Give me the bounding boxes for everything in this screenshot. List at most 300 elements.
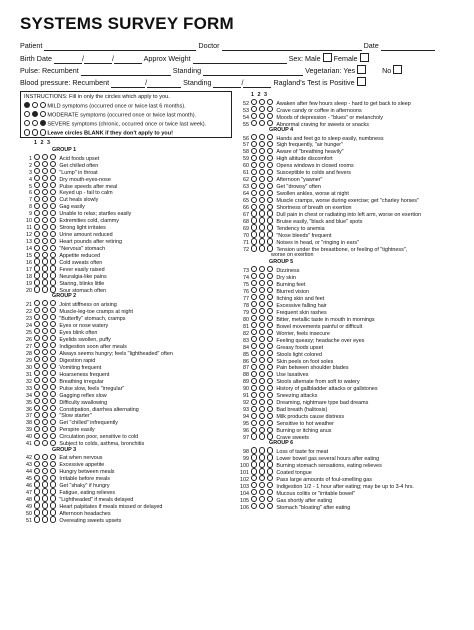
rating-circle[interactable] (50, 377, 56, 383)
rating-circle[interactable] (42, 258, 48, 264)
rating-circle[interactable] (42, 252, 48, 258)
bp-standing-dia-field[interactable] (243, 79, 271, 88)
rating-circle[interactable] (259, 294, 265, 300)
rating-circle[interactable] (251, 113, 257, 119)
rating-circle[interactable] (259, 176, 265, 182)
rating-circle[interactable] (42, 370, 48, 376)
rating-circle[interactable] (267, 266, 273, 272)
rating-circle[interactable] (267, 406, 273, 412)
rating-circle[interactable] (251, 392, 257, 398)
rating-circle[interactable] (50, 516, 56, 522)
rating-circle[interactable] (259, 364, 265, 370)
rating-circle[interactable] (251, 322, 257, 328)
rating-circle[interactable] (267, 343, 273, 349)
birth-day-field[interactable] (81, 54, 112, 64)
rating-circle[interactable] (34, 495, 40, 501)
rating-circle[interactable] (50, 161, 56, 167)
rating-circle[interactable] (267, 162, 273, 168)
rating-circle[interactable] (251, 120, 257, 126)
rating-circle[interactable] (50, 454, 56, 460)
rating-circle[interactable] (42, 398, 48, 404)
rating-circle[interactable] (34, 307, 40, 313)
rating-circle[interactable] (259, 134, 265, 140)
rating-circle[interactable] (259, 162, 265, 168)
rating-circle[interactable] (259, 454, 265, 460)
rating-circle[interactable] (34, 342, 40, 348)
rating-circle[interactable] (34, 196, 40, 202)
rating-circle[interactable] (267, 392, 273, 398)
rating-circle[interactable] (50, 231, 56, 237)
rating-circle[interactable] (50, 468, 56, 474)
rating-circle[interactable] (34, 468, 40, 474)
rating-circle[interactable] (34, 356, 40, 362)
rating-circle[interactable] (42, 314, 48, 320)
rating-circle[interactable] (34, 265, 40, 271)
rating-circle[interactable] (50, 509, 56, 515)
rating-circle[interactable] (34, 224, 40, 230)
rating-circle[interactable] (251, 106, 257, 112)
rating-circle[interactable] (34, 154, 40, 160)
female-checkbox[interactable] (360, 53, 369, 62)
rating-circle[interactable] (42, 210, 48, 216)
rating-circle[interactable] (251, 183, 257, 189)
rating-circle[interactable] (251, 231, 257, 237)
rating-circle[interactable] (34, 481, 40, 487)
rating-circle[interactable] (50, 475, 56, 481)
rating-circle[interactable] (34, 203, 40, 209)
rating-circle[interactable] (50, 272, 56, 278)
rating-circle[interactable] (42, 440, 48, 446)
rating-circle[interactable] (251, 315, 257, 321)
rating-circle[interactable] (259, 301, 265, 307)
rating-circle[interactable] (42, 384, 48, 390)
rating-circle[interactable] (50, 426, 56, 432)
rating-circle[interactable] (267, 489, 273, 495)
rating-circle[interactable] (50, 252, 56, 258)
rating-circle[interactable] (34, 231, 40, 237)
rating-circle[interactable] (34, 258, 40, 264)
rating-circle[interactable] (259, 273, 265, 279)
rating-circle[interactable] (42, 509, 48, 515)
rating-circle[interactable] (42, 182, 48, 188)
rating-circle[interactable] (259, 468, 265, 474)
rating-circle[interactable] (50, 258, 56, 264)
rating-circle[interactable] (42, 224, 48, 230)
rating-circle[interactable] (267, 482, 273, 488)
rating-circle[interactable] (267, 113, 273, 119)
rating-circle[interactable] (259, 343, 265, 349)
rating-circle[interactable] (50, 342, 56, 348)
rating-circle[interactable] (251, 364, 257, 370)
rating-circle[interactable] (50, 391, 56, 397)
rating-circle[interactable] (50, 154, 56, 160)
rating-circle[interactable] (42, 286, 48, 292)
rating-circle[interactable] (42, 412, 48, 418)
rating-circle[interactable] (251, 503, 257, 509)
rating-circle[interactable] (251, 155, 257, 161)
rating-circle[interactable] (259, 496, 265, 502)
rating-circle[interactable] (259, 433, 265, 439)
rating-circle[interactable] (42, 175, 48, 181)
rating-circle[interactable] (259, 183, 265, 189)
rating-circle[interactable] (267, 420, 273, 426)
rating-circle[interactable] (259, 392, 265, 398)
rating-circle[interactable] (42, 454, 48, 460)
rating-circle[interactable] (42, 272, 48, 278)
rating-circle[interactable] (42, 481, 48, 487)
rating-circle[interactable] (267, 385, 273, 391)
rating-circle[interactable] (251, 447, 257, 453)
rating-circle[interactable] (50, 238, 56, 244)
rating-circle[interactable] (50, 321, 56, 327)
rating-circle[interactable] (259, 406, 265, 412)
rating-circle[interactable] (34, 245, 40, 251)
rating-circle[interactable] (251, 385, 257, 391)
rating-circle[interactable] (42, 475, 48, 481)
rating-circle[interactable] (42, 419, 48, 425)
rating-circle[interactable] (267, 273, 273, 279)
rating-circle[interactable] (259, 99, 265, 105)
rating-circle[interactable] (34, 516, 40, 522)
rating-circle[interactable] (251, 169, 257, 175)
rating-circle[interactable] (50, 349, 56, 355)
rating-circle[interactable] (251, 468, 257, 474)
ragland-checkbox[interactable] (357, 77, 366, 86)
patient-field[interactable] (44, 42, 196, 51)
rating-circle[interactable] (267, 183, 273, 189)
rating-circle[interactable] (34, 440, 40, 446)
rating-circle[interactable] (267, 475, 273, 481)
rating-circle[interactable] (259, 197, 265, 203)
rating-circle[interactable] (251, 489, 257, 495)
rating-circle[interactable] (267, 329, 273, 335)
rating-circle[interactable] (42, 196, 48, 202)
rating-circle[interactable] (50, 440, 56, 446)
bp-recumbent-sys-field[interactable] (111, 78, 148, 88)
rating-circle[interactable] (34, 252, 40, 258)
rating-circle[interactable] (42, 231, 48, 237)
rating-circle[interactable] (251, 308, 257, 314)
rating-circle[interactable] (267, 120, 273, 126)
rating-circle[interactable] (42, 502, 48, 508)
rating-circle[interactable] (251, 176, 257, 182)
rating-circle[interactable] (251, 99, 257, 105)
rating-circle[interactable] (42, 342, 48, 348)
rating-circle[interactable] (259, 427, 265, 433)
rating-circle[interactable] (259, 315, 265, 321)
rating-circle[interactable] (42, 495, 48, 501)
rating-circle[interactable] (259, 322, 265, 328)
rating-circle[interactable] (34, 433, 40, 439)
rating-circle[interactable] (267, 141, 273, 147)
rating-circle[interactable] (34, 272, 40, 278)
rating-circle[interactable] (42, 461, 48, 467)
rating-circle[interactable] (259, 336, 265, 342)
rating-circle[interactable] (251, 496, 257, 502)
rating-circle[interactable] (50, 356, 56, 362)
rating-circle[interactable] (267, 217, 273, 223)
rating-circle[interactable] (267, 204, 273, 210)
rating-circle[interactable] (251, 482, 257, 488)
rating-circle[interactable] (267, 294, 273, 300)
rating-circle[interactable] (50, 363, 56, 369)
rating-circle[interactable] (50, 182, 56, 188)
rating-circle[interactable] (50, 203, 56, 209)
rating-circle[interactable] (251, 162, 257, 168)
rating-circle[interactable] (267, 238, 273, 244)
rating-circle[interactable] (34, 426, 40, 432)
rating-circle[interactable] (259, 413, 265, 419)
rating-circle[interactable] (34, 161, 40, 167)
rating-circle[interactable] (267, 433, 273, 439)
rating-circle[interactable] (42, 356, 48, 362)
rating-circle[interactable] (42, 349, 48, 355)
rating-circle[interactable] (34, 419, 40, 425)
doctor-field[interactable] (222, 42, 362, 51)
rating-circle[interactable] (251, 238, 257, 244)
rating-circle[interactable] (267, 301, 273, 307)
rating-circle[interactable] (251, 148, 257, 154)
rating-circle[interactable] (42, 245, 48, 251)
rating-circle[interactable] (251, 336, 257, 342)
rating-circle[interactable] (34, 238, 40, 244)
rating-circle[interactable] (251, 413, 257, 419)
rating-circle[interactable] (34, 210, 40, 216)
rating-circle[interactable] (34, 314, 40, 320)
rating-circle[interactable] (34, 461, 40, 467)
rating-circle[interactable] (42, 391, 48, 397)
rating-circle[interactable] (50, 175, 56, 181)
rating-circle[interactable] (34, 377, 40, 383)
rating-circle[interactable] (34, 321, 40, 327)
rating-circle[interactable] (259, 482, 265, 488)
rating-circle[interactable] (42, 300, 48, 306)
rating-circle[interactable] (42, 488, 48, 494)
rating-circle[interactable] (259, 120, 265, 126)
rating-circle[interactable] (267, 176, 273, 182)
rating-circle[interactable] (259, 378, 265, 384)
rating-circle[interactable] (42, 405, 48, 411)
male-checkbox[interactable] (323, 53, 332, 62)
rating-circle[interactable] (259, 503, 265, 509)
rating-circle[interactable] (34, 335, 40, 341)
rating-circle[interactable] (42, 468, 48, 474)
rating-circle[interactable] (251, 141, 257, 147)
rating-circle[interactable] (259, 280, 265, 286)
rating-circle[interactable] (42, 426, 48, 432)
rating-circle[interactable] (267, 315, 273, 321)
rating-circle[interactable] (251, 427, 257, 433)
rating-circle[interactable] (50, 168, 56, 174)
rating-circle[interactable] (50, 335, 56, 341)
rating-circle[interactable] (267, 322, 273, 328)
bp-standing-sys-field[interactable] (213, 78, 244, 88)
rating-circle[interactable] (34, 182, 40, 188)
rating-circle[interactable] (259, 489, 265, 495)
rating-circle[interactable] (50, 370, 56, 376)
rating-circle[interactable] (50, 307, 56, 313)
rating-circle[interactable] (50, 189, 56, 195)
rating-circle[interactable] (251, 475, 257, 481)
rating-circle[interactable] (267, 336, 273, 342)
rating-circle[interactable] (34, 412, 40, 418)
rating-circle[interactable] (259, 210, 265, 216)
rating-circle[interactable] (267, 155, 273, 161)
rating-circle[interactable] (34, 300, 40, 306)
rating-circle[interactable] (50, 217, 56, 223)
rating-circle[interactable] (259, 385, 265, 391)
rating-circle[interactable] (259, 475, 265, 481)
rating-circle[interactable] (34, 488, 40, 494)
rating-circle[interactable] (50, 461, 56, 467)
birth-month-field[interactable] (54, 55, 82, 64)
rating-circle[interactable] (259, 224, 265, 230)
rating-circle[interactable] (267, 224, 273, 230)
rating-circle[interactable] (259, 204, 265, 210)
rating-circle[interactable] (50, 398, 56, 404)
rating-circle[interactable] (34, 384, 40, 390)
rating-circle[interactable] (34, 189, 40, 195)
no-checkbox[interactable] (393, 65, 402, 74)
rating-circle[interactable] (42, 279, 48, 285)
rating-circle[interactable] (251, 294, 257, 300)
rating-circle[interactable] (50, 265, 56, 271)
yes-checkbox[interactable] (357, 65, 366, 74)
rating-circle[interactable] (50, 384, 56, 390)
rating-circle[interactable] (251, 350, 257, 356)
rating-circle[interactable] (42, 335, 48, 341)
rating-circle[interactable] (259, 308, 265, 314)
rating-circle[interactable] (267, 231, 273, 237)
bp-recumbent-dia-field[interactable] (147, 79, 181, 88)
rating-circle[interactable] (42, 154, 48, 160)
rating-circle[interactable] (259, 106, 265, 112)
rating-circle[interactable] (259, 155, 265, 161)
rating-circle[interactable] (251, 454, 257, 460)
rating-circle[interactable] (42, 516, 48, 522)
rating-circle[interactable] (259, 420, 265, 426)
rating-circle[interactable] (251, 245, 257, 251)
rating-circle[interactable] (267, 496, 273, 502)
rating-circle[interactable] (34, 370, 40, 376)
rating-circle[interactable] (42, 433, 48, 439)
rating-circle[interactable] (50, 245, 56, 251)
rating-circle[interactable] (50, 314, 56, 320)
rating-circle[interactable] (267, 427, 273, 433)
rating-circle[interactable] (34, 391, 40, 397)
rating-circle[interactable] (42, 307, 48, 313)
rating-circle[interactable] (259, 447, 265, 453)
rating-circle[interactable] (267, 399, 273, 405)
rating-circle[interactable] (251, 280, 257, 286)
rating-circle[interactable] (251, 273, 257, 279)
rating-circle[interactable] (267, 503, 273, 509)
rating-circle[interactable] (34, 509, 40, 515)
rating-circle[interactable] (267, 148, 273, 154)
rating-circle[interactable] (50, 405, 56, 411)
rating-circle[interactable] (259, 245, 265, 251)
rating-circle[interactable] (251, 217, 257, 223)
pulse-recumbent-field[interactable] (81, 67, 171, 76)
rating-circle[interactable] (267, 134, 273, 140)
rating-circle[interactable] (34, 363, 40, 369)
rating-circle[interactable] (34, 454, 40, 460)
rating-circle[interactable] (251, 301, 257, 307)
rating-circle[interactable] (34, 502, 40, 508)
rating-circle[interactable] (267, 371, 273, 377)
rating-circle[interactable] (259, 461, 265, 467)
rating-circle[interactable] (267, 190, 273, 196)
rating-circle[interactable] (267, 280, 273, 286)
rating-circle[interactable] (251, 204, 257, 210)
rating-circle[interactable] (259, 329, 265, 335)
rating-circle[interactable] (251, 287, 257, 293)
rating-circle[interactable] (42, 203, 48, 209)
rating-circle[interactable] (267, 350, 273, 356)
rating-circle[interactable] (42, 217, 48, 223)
rating-circle[interactable] (251, 378, 257, 384)
rating-circle[interactable] (251, 357, 257, 363)
rating-circle[interactable] (50, 488, 56, 494)
rating-circle[interactable] (251, 266, 257, 272)
rating-circle[interactable] (50, 502, 56, 508)
rating-circle[interactable] (251, 343, 257, 349)
rating-circle[interactable] (267, 308, 273, 314)
rating-circle[interactable] (34, 328, 40, 334)
rating-circle[interactable] (251, 210, 257, 216)
date-field[interactable] (381, 42, 435, 51)
birth-year-field[interactable] (111, 54, 142, 64)
rating-circle[interactable] (259, 113, 265, 119)
rating-circle[interactable] (267, 413, 273, 419)
rating-circle[interactable] (50, 210, 56, 216)
rating-circle[interactable] (50, 481, 56, 487)
rating-circle[interactable] (259, 266, 265, 272)
rating-circle[interactable] (42, 168, 48, 174)
rating-circle[interactable] (267, 357, 273, 363)
rating-circle[interactable] (42, 265, 48, 271)
rating-circle[interactable] (34, 286, 40, 292)
rating-circle[interactable] (251, 420, 257, 426)
rating-circle[interactable] (259, 399, 265, 405)
rating-circle[interactable] (267, 169, 273, 175)
rating-circle[interactable] (267, 461, 273, 467)
rating-circle[interactable] (251, 134, 257, 140)
rating-circle[interactable] (50, 328, 56, 334)
rating-circle[interactable] (267, 287, 273, 293)
rating-circle[interactable] (34, 398, 40, 404)
rating-circle[interactable] (267, 364, 273, 370)
rating-circle[interactable] (259, 217, 265, 223)
rating-circle[interactable] (251, 461, 257, 467)
rating-circle[interactable] (34, 349, 40, 355)
rating-circle[interactable] (34, 168, 40, 174)
rating-circle[interactable] (267, 99, 273, 105)
rating-circle[interactable] (259, 141, 265, 147)
rating-circle[interactable] (50, 433, 56, 439)
rating-circle[interactable] (50, 495, 56, 501)
rating-circle[interactable] (259, 231, 265, 237)
rating-circle[interactable] (259, 238, 265, 244)
rating-circle[interactable] (34, 217, 40, 223)
rating-circle[interactable] (251, 197, 257, 203)
rating-circle[interactable] (259, 169, 265, 175)
rating-circle[interactable] (251, 433, 257, 439)
weight-field[interactable] (193, 55, 287, 64)
rating-circle[interactable] (259, 357, 265, 363)
rating-circle[interactable] (34, 175, 40, 181)
rating-circle[interactable] (34, 279, 40, 285)
